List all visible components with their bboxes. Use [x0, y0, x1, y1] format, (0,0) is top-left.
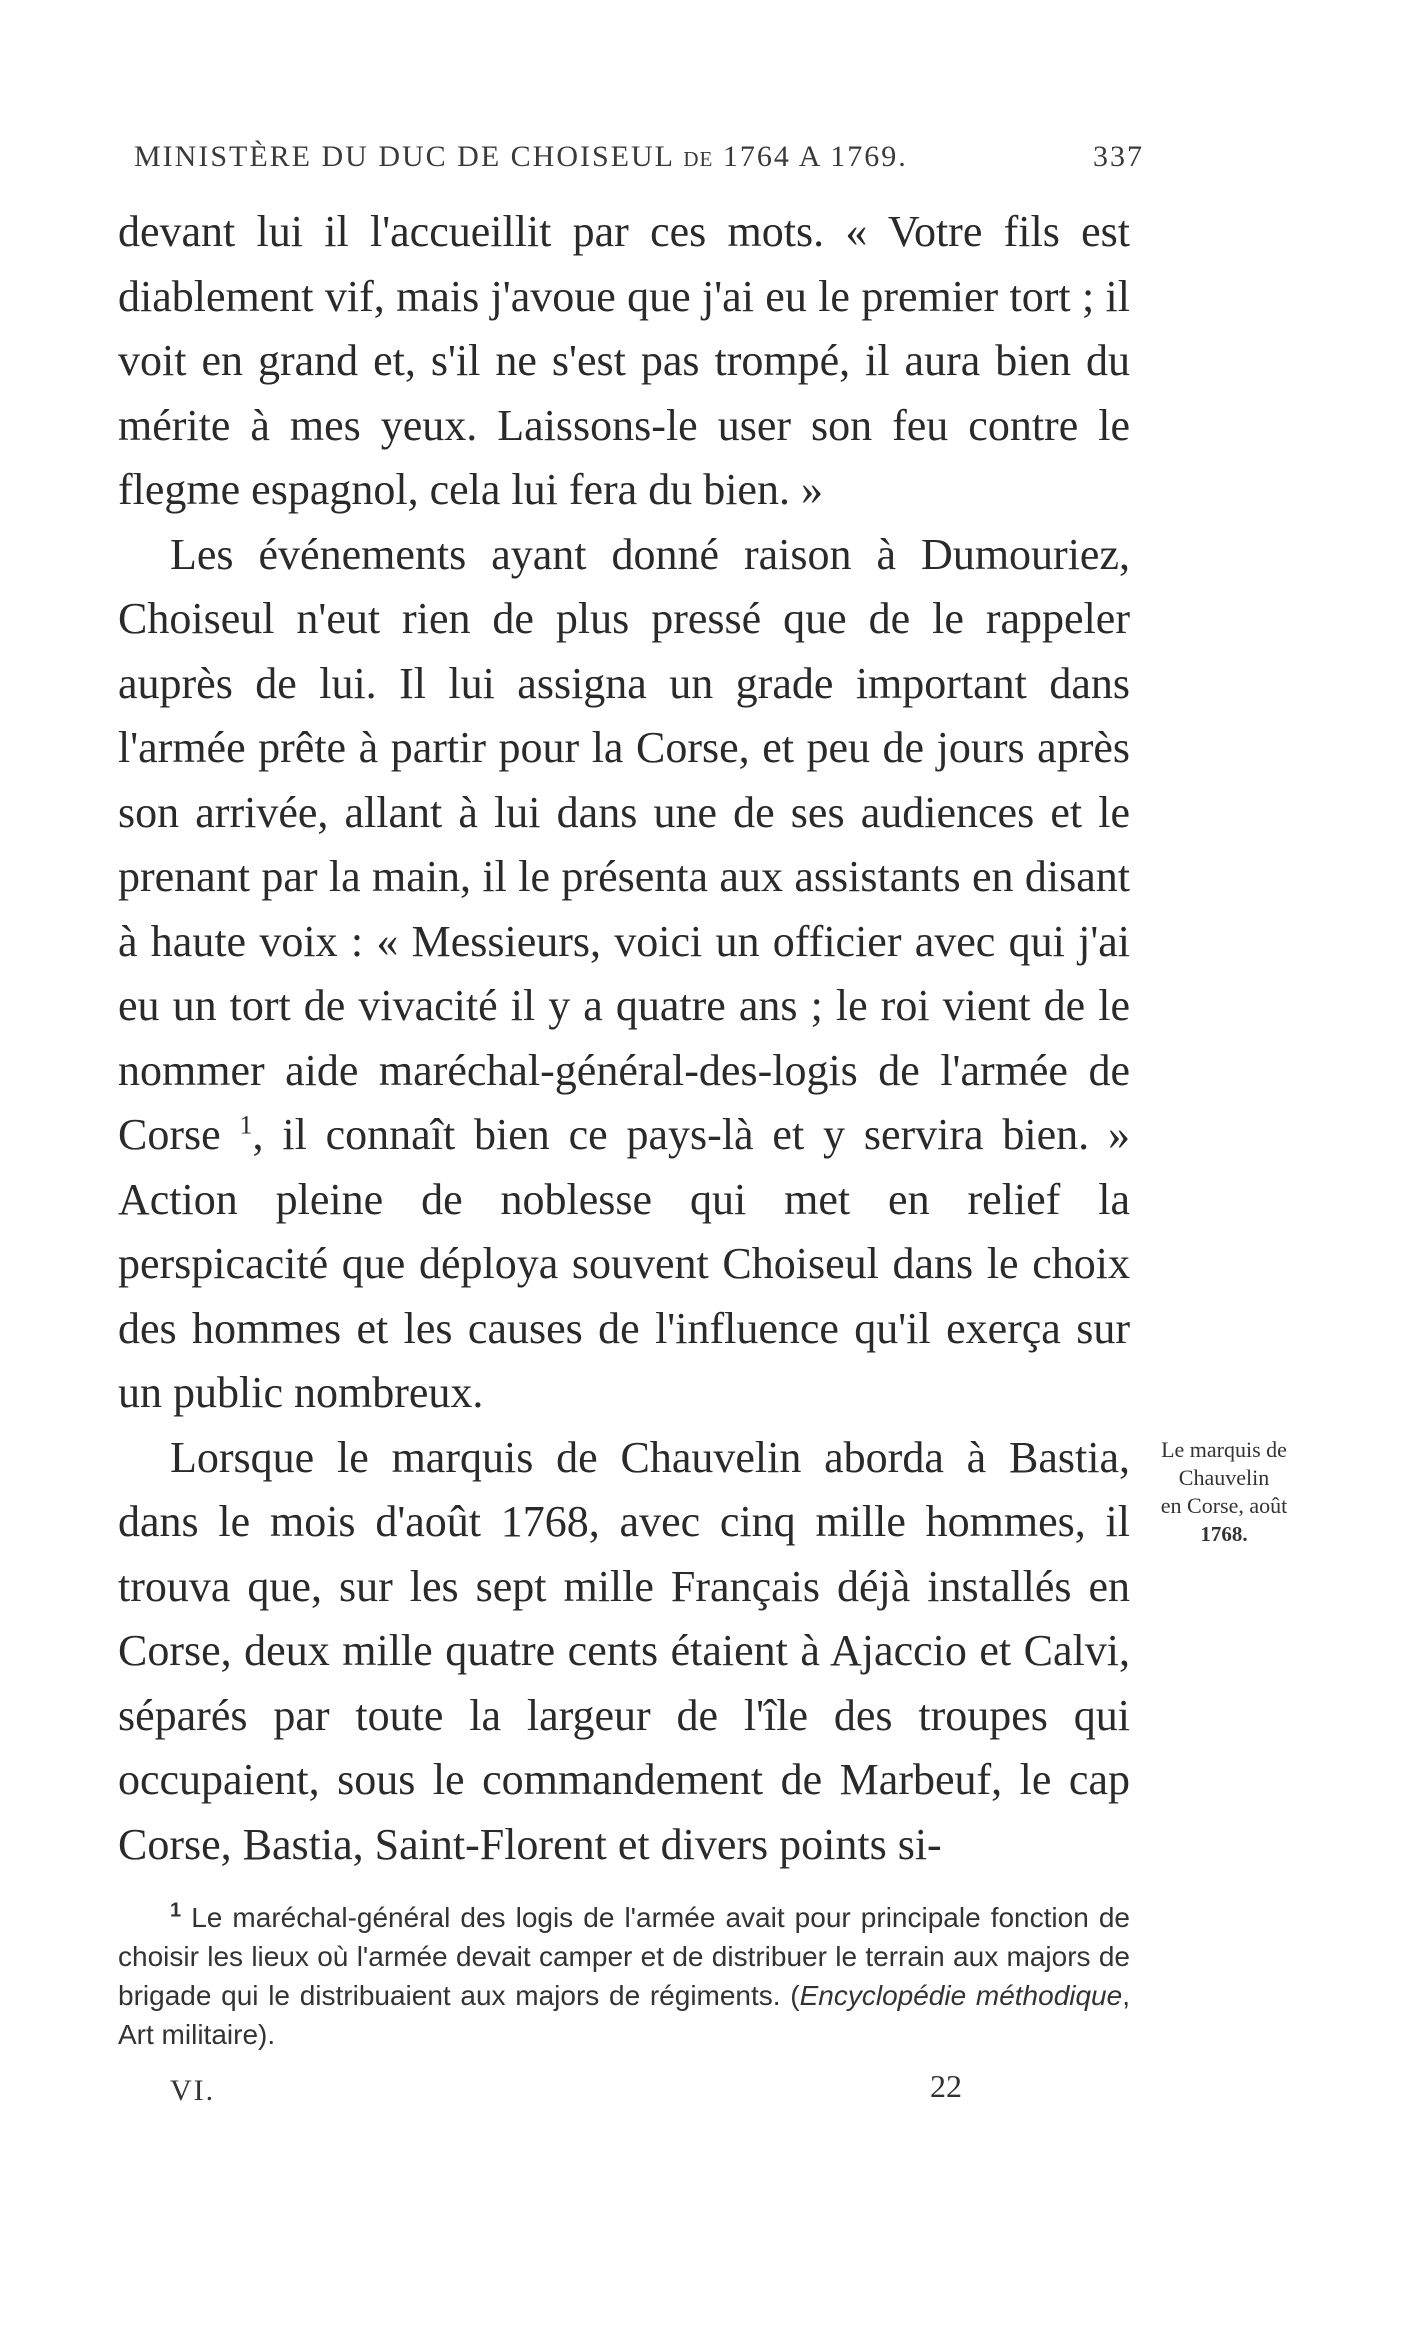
body-text [118, 200, 1130, 1877]
paragraph-2 [118, 523, 1130, 1426]
paragraph-2-part-a: Les événements ayant donné raison à Dumouriez, Choiseul n'eut rien de plus pressé que de le rappeler auprès de lui. Il lui assigna un grade important dans l'armée prête à partir pour la Corse, et peu de jours après son arrivée, allant à lui dans une de ses audiences et le prenant par la main, il le présenta aux assistants en disant à haute voix : « Messieurs, voici un officier avec qui j'ai eu un tort de vivacité il y a quatre ans ; le roi vient de le nommer aide maréchal-général-des-logis de l'armée de Corse [118, 529, 1130, 1159]
footnote [118, 1898, 1130, 2054]
running-title-years: 1764 A 1769. [722, 140, 908, 173]
footnote-mark: 1 [170, 1899, 182, 1922]
running-title [134, 140, 908, 174]
paragraph-1: devant lui il l'accueillit par ces mots. « Votre fils est diablement vif, mais j'avoue que j'ai eu le premier tort ; il voit en grand et, s'il ne s'est pas trompé, il aura bien du mérite à mes yeux. Laissons-le user son feu contre le flegme espagnol, cela lui fera du bien. » [118, 207, 1130, 514]
page-number: 337 [1093, 140, 1144, 173]
footnote-text-a: Le maréchal-général des logis de l'armée avait pour principale fonction de choisir les lieux où l'armée devait camper et de distribuer le terrain aux majors de brigade qui le distribuaient aux majors de régiments. ( [118, 1902, 1130, 2011]
footnote-reference[interactable]: 1 [239, 1110, 253, 1140]
marginal-note [1134, 1436, 1314, 1548]
paragraph-3: Lorsque le marquis de Chauvelin aborda à Bastia, dans le mois d'août 1768, avec cinq mille hommes, il trouva que, sur les sept mille Français déjà installés en Corse, deux mille quatre cents étaient à Ajaccio et Calvi, séparés par toute la largeur de l'île des troupes qui occupaient, sous le commandement de Marbeuf, le cap Corse, Bastia, Saint-Florent et divers points si- [118, 1432, 1130, 1869]
marginal-note-year: 1768. [1200, 1522, 1248, 1546]
sheet-number: 22 [930, 2068, 962, 2104]
marginal-note-line-3: en Corse, août [1160, 1493, 1288, 1518]
paragraph-2-part-b: , il connaît bien ce pays-là et y servira bien. » Action pleine de noblesse qui met en relief la perspicacité que déploya souvent Choiseul dans le choix des hommes et les causes de l'influence qu'il exerça sur un public nombreux. [118, 1110, 1131, 1417]
marginal-note-line-1: Le marquis de [1161, 1437, 1287, 1462]
volume-signature: VI. [170, 2074, 216, 2107]
footnote-text-b: , Art militaire). [118, 1980, 1130, 2050]
running-title-main: MINISTÈRE DU DUC DE CHOISEUL [134, 140, 674, 173]
running-head [134, 140, 1144, 174]
running-title-de: DE [683, 147, 714, 171]
marginal-note-line-2: Chauvelin [1178, 1465, 1270, 1490]
footnote-source: Encyclopédie méthodique [799, 1980, 1123, 2011]
footnote-text [118, 1898, 1130, 2054]
